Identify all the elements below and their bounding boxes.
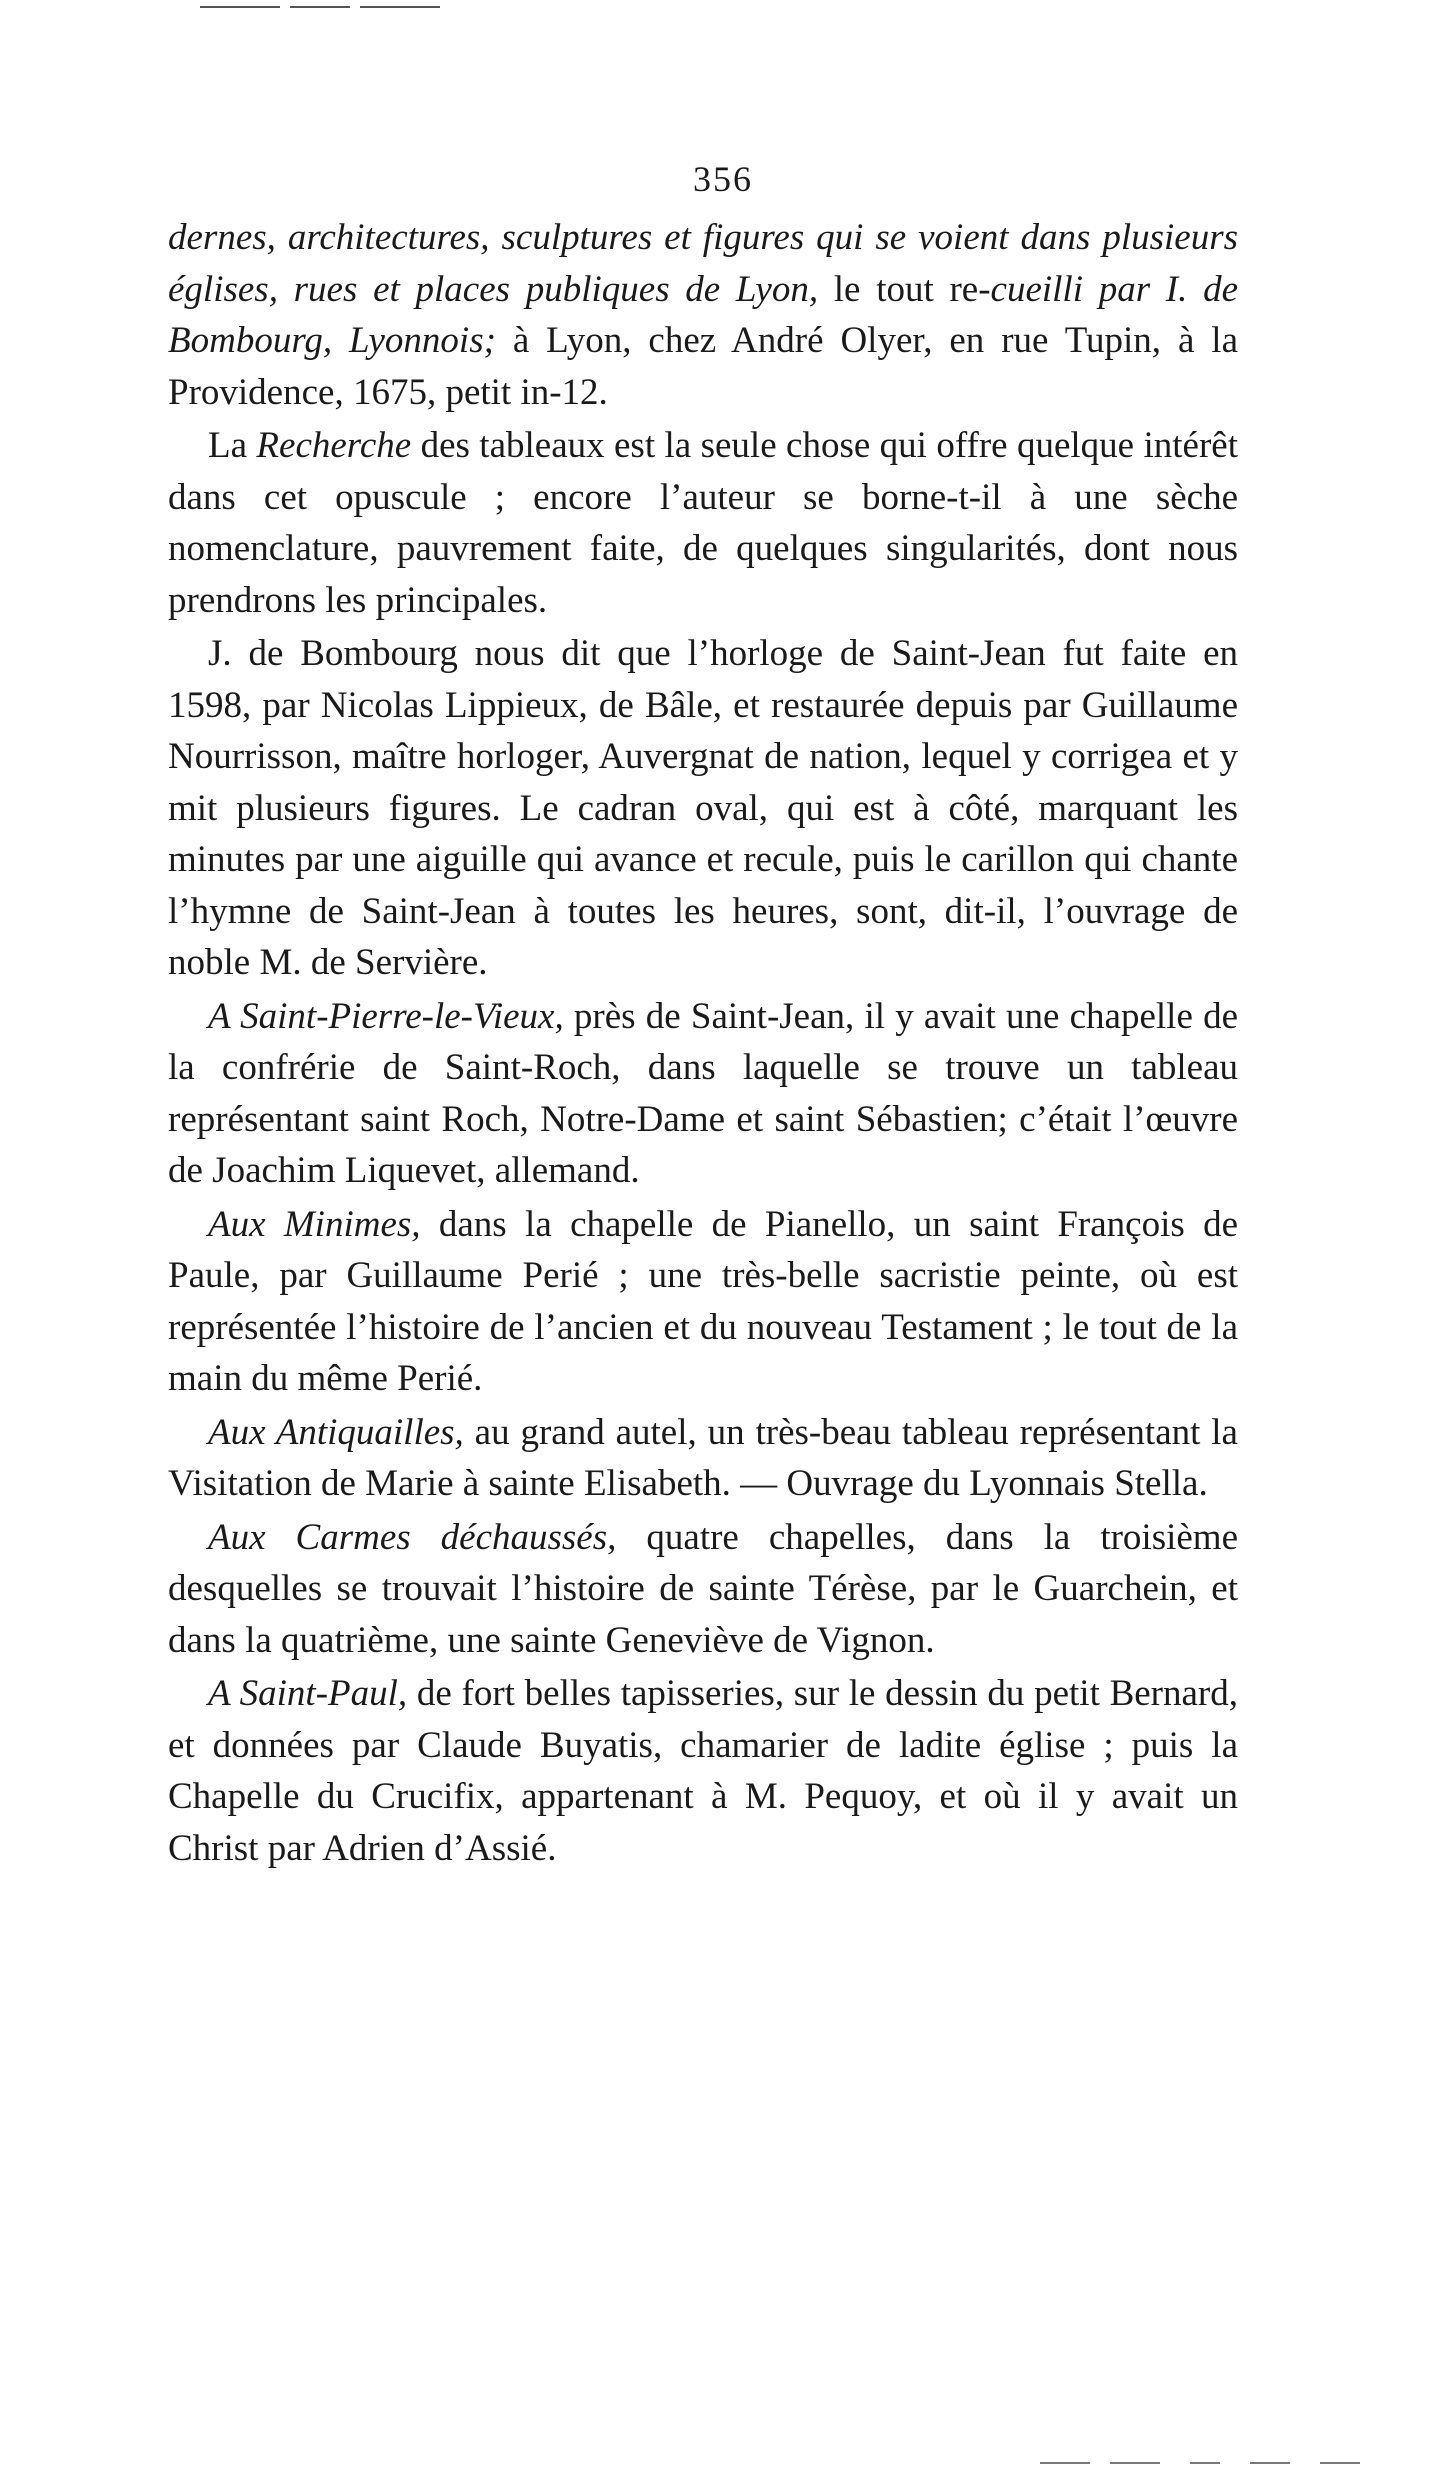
- paragraph: [168, 212, 1238, 418]
- text-run: quatre chapelles, dans la troisième desquelles se trouvait l’histoire de sainte Térèse, par le Guarchein, et dans la quatrième, une sainte Geneviève de Vignon.: [168, 1516, 1238, 1661]
- text-run: près de Saint-Jean, il y avait une chapelle de la confrérie de Saint-Roch, dans laquelle se trouve un tableau représentant saint Roch, Notre-Dame et saint Sébastien; c’était l’œuvre de Joachim Liquevet, allemand.: [168, 995, 1238, 1191]
- italic-text: Aux Minimes,: [208, 1203, 421, 1245]
- top-edge-rule: [290, 6, 350, 8]
- italic-text: A Saint-Pierre-le-Vieux,: [208, 995, 564, 1037]
- paragraph: [168, 1199, 1238, 1405]
- bottom-edge-rule: [1190, 2462, 1220, 2464]
- italic-text: Recherche: [256, 425, 412, 466]
- bottom-edge-rule: [1110, 2462, 1160, 2464]
- bottom-edge-rule: [1320, 2462, 1360, 2464]
- paragraph: [168, 628, 1238, 989]
- text-run: dans la chapelle de Pianello, un saint François de Paule, par Guillaume Perié ; une très-belle sacristie peinte, où est représentée l’histoire de l’ancien et du nouveau Testament ; le tout de la main du même Perié.: [168, 1203, 1239, 1399]
- text-run: La: [208, 425, 257, 466]
- body-text: [168, 212, 1238, 1876]
- text-run: au grand autel, un très-beau tableau représentant la Visitation de Marie à sainte Elisabeth. — Ouvrage du Lyonnais Stella.: [168, 1411, 1238, 1504]
- top-edge-rule: [360, 6, 440, 8]
- text-run: à Lyon, chez André Olyer, en rue Tupin, à la Providence, 1675, petit in-12.: [168, 320, 1239, 413]
- top-edge-rule: [200, 6, 280, 8]
- italic-text: Aux Antiquailles,: [208, 1411, 464, 1453]
- bottom-edge-rule: [1250, 2462, 1290, 2464]
- text-run: J. de Bombourg nous dit que l’horloge de Saint-Jean fut faite en 1598, par Nicolas Lippieux, de Bâle, et restaurée depuis par Guillaume Nourrisson, maître horloger, Auvergnat de nation, lequel y corrigea et y mit plusieurs figures. Le cadran oval, qui est à côté, marquant les minutes par une aiguille qui avance et recule, puis le carillon qui chante l’hymne de Saint-Jean à toutes les heures, sont, dit-il, l’ouvrage de noble M. de Servière.: [168, 633, 1238, 983]
- paragraph: [168, 420, 1238, 626]
- paragraph: [168, 991, 1238, 1197]
- paragraph: [168, 1407, 1238, 1510]
- italic-text: dernes, architectures, sculptures et figures qui se voient dans plusieurs églises, rues et places publiques de Lyon,: [168, 217, 1238, 310]
- paragraph: [168, 1668, 1238, 1874]
- bottom-edge-rule: [1040, 2462, 1090, 2464]
- italic-text: cueilli par I. de Bombourg, Lyonnois;: [168, 268, 1239, 361]
- page-number: 356: [693, 159, 753, 199]
- text-run: des tableaux est la seule chose qui offre quelque intérêt dans cet opuscule ; encore l’auteur se borne-t-il à une sèche nomenclature, pauvrement faite, de quelques singularités, dont nous prendrons les principales.: [168, 425, 1238, 621]
- text-run: de fort belles tapisseries, sur le dessin du petit Bernard, et données par Claude Buyatis, chamarier de ladite église ; puis la Chapelle du Crucifix, appartenant à M. Pequoy, et où il y avait un Christ par Adrien d’Assié.: [168, 1673, 1238, 1869]
- text-run: le tout re-: [833, 268, 991, 310]
- paragraph: [168, 1512, 1238, 1667]
- italic-text: Aux Carmes déchaussés,: [208, 1516, 617, 1558]
- italic-text: A Saint-Paul,: [208, 1673, 408, 1714]
